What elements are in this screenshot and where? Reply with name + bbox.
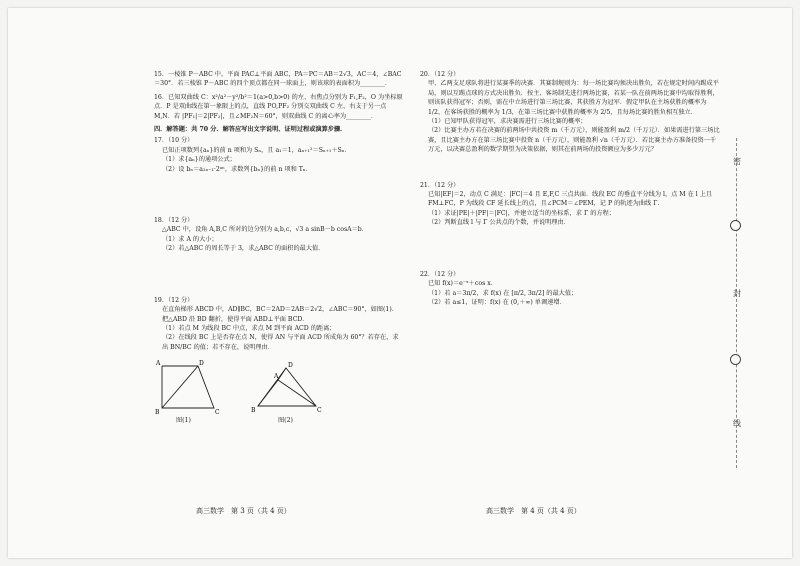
question-19: 19．（12 分） 在直角梯形 ABCD 中，AD∥BC，BC＝2AD＝2AB＝2√2，∠ABC＝90°，如图(1)．把△ABD 沿 BD 翻折，使得平面 ABD⊥平面 BCD． （1）若点 M 为线段 BC 中点，求点 M 到平面 ACD 的距离； （2）在线段 BC 上是否存在点 N，使得 AN 与平面 ACD 所成角为 60°？若存在，求出 BN/BC 的值；若不存在，说明理由． [154, 296, 399, 351]
question-16: 16．已知双曲线 C：x²/a²－y²/b²＝1(a>0,b>0) 的左、右焦点分别为 F₁,F₂，O 为坐标原点．P 是双曲线在第一象限上的点，直线 PO,PF₂ 分别交双曲线 C 左、右支于另一点 M,N．若 |PF₁|＝2|PF₂|，且∠MF₂N＝60°，则双曲线 C 的离心率为________． [154, 93, 403, 120]
binding-hole-1 [730, 220, 741, 231]
label-b: B [155, 409, 160, 417]
question-17: 17．（10 分） 已知正项数列{aₙ}的前 n 项和为 Sₙ，且 a₁＝1，aₙ₊₁²＝Sₙ₊₁＋Sₙ． （1）求{aₙ}的通项公式； （2）设 bₙ＝a₂ₙ₋₁·2ᵃⁿ，求数列{bₙ}的前 n 项和 Tₙ． [154, 137, 351, 173]
page-4-column [420, 70, 720, 311]
binding-hole-2 [730, 354, 741, 365]
label-c-2: C [317, 407, 322, 415]
page-3-footer: 高三数学 第 3 页（共 4 页） [196, 507, 291, 515]
page-3-column [154, 70, 404, 426]
label-a: A [156, 360, 161, 368]
question-15: 15．一棱锥 P－ABC 中，平面 PAC⊥平面 ABC，PA＝PC＝AB＝2√3，AC＝4，∠BAC＝30°．若三棱锥 P－ABC 的四个顶点都在同一球面上，则该球的表面积为________． [154, 71, 402, 88]
question-21: 21．（12 分） 已知|EF|＝2，动点 C 满足：|FC|＝4 且 E,F,C 三点共面．线段 EC 的垂直平分线为 l，点 M 在 l 上且 FM⊥FC，P 为线段 CF 延长线上的点，且∠PCM＝∠PEM，记 P 的轨迹为曲线 Γ． （1）求证|PE|＋|PF|＝|FC|，并建立适当的坐标系，求 Γ 的方程； （2）判断直线 l 与 Γ 公共点的个数，并说明理由． [420, 181, 713, 227]
question-20: 20．（12 分） 甲、乙两支足球队将进行某赛季的决赛．其赛制规则为：每一场比赛均须决出胜负，若在规定时间内踢成平局，则以互踢点球的方式决出胜负．按主、客场制先进行两场比赛，若某一队在前两场比赛中均取得胜利，则该队获得冠军；否则，需在中立场进行第三场比赛，其获胜方为冠军．假定甲队在主场获胜的概率为 1/2，在客场获胜的概率为 1/3，在第三场比赛中获胜的概率为 2/5，且每场比赛的胜负相互独立． （1）已知甲队获得冠军，求决赛需进行三场比赛的概率； （2）比赛主办方若在决赛的前两场中共投资 m（千万元），则能盈利 m/2（千万元）．如果需进行第三场比赛，且比赛主办方在第三场比赛中投资 n（千万元），则能盈利 √n（千万元）．若比赛主办方准备投资一千万元，以决赛总盈利的数学期望为决策依据，则其在前两场的投资额应为多少万元？ [420, 71, 720, 154]
binding-char-close: 封 [733, 289, 741, 298]
binding-char-seal: 密 [733, 157, 741, 166]
label-b-2: B [251, 407, 256, 415]
question-22: 22．（12 分） 已知 f(x)＝e⁻ˣ＋cos x． （1）若 a＝3π/2，求 f(x) 在 [π/2, 3π/2] 的最大值； （2）若 a≤1，证明：f(x) 在 (0,＋∞) 单调递增． [420, 270, 578, 306]
label-a-2: A [274, 373, 279, 381]
figures [154, 356, 404, 426]
binding-char-line: 线 [733, 419, 741, 428]
figure-2-caption: 图(2) [278, 417, 293, 425]
question-18: 18．（12 分） △ABC 中，设角 A,B,C 所对的边分别为 a,b,c，√3 a sinB－b cosA＝b． （1）求 A 的大小； （2）若△ABC 的周长等于 3，求△ABC 的面积的最大值． [154, 217, 368, 253]
figure-1-trapezoid [154, 356, 234, 416]
page-4-footer: 高三数学 第 4 页（共 4 页） [486, 507, 581, 515]
section-heading: 四．解答题：共 70 分．解答应写出文字说明、证明过程或演算步骤． [154, 126, 347, 134]
figure-1-caption: 图(1) [176, 417, 191, 425]
exam-sheet [8, 8, 792, 558]
figure-2-folded [250, 356, 330, 416]
label-c: C [215, 409, 220, 417]
label-d: D [199, 360, 204, 368]
label-d-2: D [288, 362, 293, 370]
